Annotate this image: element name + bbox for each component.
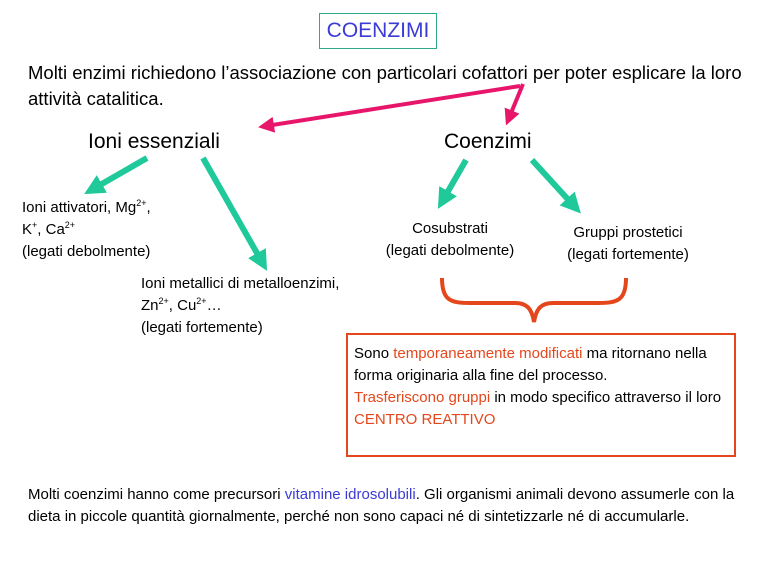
page-title: COENZIMI bbox=[319, 13, 437, 49]
ioni-metallici-text: Ioni metallici di metalloenzimi, $Zn^{2+}$, $Cu^{2+}\dots$ (legati fortemente) bbox=[141, 275, 340, 336]
green-arrow-cosubstrati bbox=[443, 160, 466, 200]
green-arrow-metallici bbox=[203, 158, 262, 262]
green-arrow-gruppi bbox=[532, 160, 574, 206]
green-arrow-attivatori bbox=[93, 158, 147, 189]
cosubstrati-text: Cosubstrati (legati debolmente) bbox=[385, 220, 515, 259]
gruppi-prostetici-text: Gruppi prostetici (legati fortemente) bbox=[567, 224, 689, 263]
curly-brace bbox=[442, 278, 626, 322]
intro-paragraph: Molti enzimi richiedono l’associazione con particolari cofattori per poter esplicare la loro attività catalitica. bbox=[28, 62, 742, 109]
coenzimi-info-box: Sono temporaneamente modificati ma ritornano nella forma originaria alla fine del processo. Trasferiscono gruppi in modo specifico attraverso il loro CENTRO REATTIVO bbox=[346, 333, 736, 457]
bottom-paragraph: Molti coenzimi hanno come precursori vitamine idrosolubili. Gli organismi animali devono assumerle con la dieta in piccole quantità giornalmente, perché non sono capaci né di sintetizzarle né di accumularle. bbox=[28, 486, 735, 525]
heading-coenzimi: Coenzimi bbox=[444, 130, 532, 153]
heading-ioni-essenziali: Ioni essenziali bbox=[88, 130, 220, 153]
ioni-attivatori-text: Ioni attivatori, $Mg^{2+}$, K+, $Ca^{2+}$ (legati debolmente) bbox=[22, 198, 151, 260]
